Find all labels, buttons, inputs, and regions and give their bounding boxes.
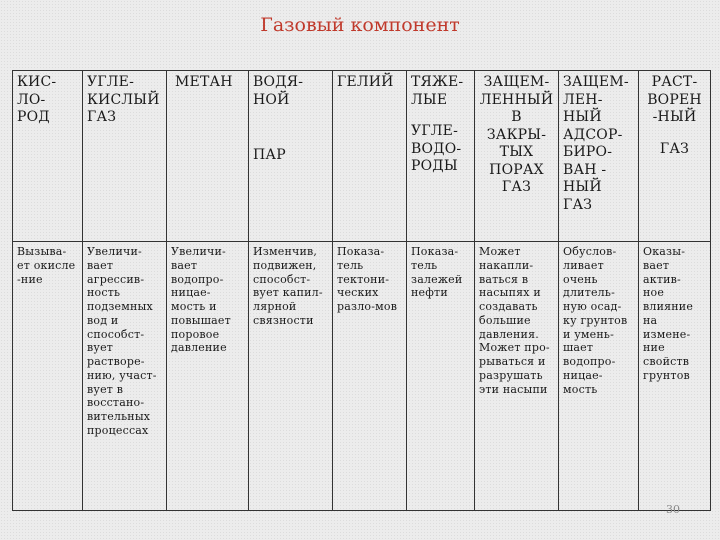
desc-adsorbed-gas: Обуслов- ливает очень длитель- ную осад- ку грунтов и умень- шает водопро- ницае- мость bbox=[559, 242, 639, 511]
header-row bbox=[13, 71, 711, 242]
desc-water-vapor: Изменчив, подвижен, способст- вует капил- лярной связности bbox=[249, 242, 333, 511]
description-row bbox=[13, 242, 711, 511]
desc-helium: Показа- тель тектони- ческих разло-мов bbox=[333, 242, 407, 511]
page-number: 30 bbox=[666, 503, 680, 516]
header-heavy-hydrocarbons: ТЯЖЕ- ЛЫЕ УГЛЕ- ВОДО- РОДЫ bbox=[407, 71, 475, 242]
header-water-vapor: ВОДЯ- НОЙ ПАР bbox=[249, 71, 333, 242]
desc-trapped-gas: Может накапли- ваться в насыпях и создавать большие давления. Может про- рываться и разрушать эти насыпи bbox=[475, 242, 559, 511]
header-carbon-dioxide: УГЛЕ- КИСЛЫЙ ГАЗ bbox=[83, 71, 167, 242]
desc-methane: Увеличи- вает водопро- ницае- мость и повышает поровое давление bbox=[167, 242, 249, 511]
header-trapped-gas: ЗАЩЕМ- ЛЕННЫЙ В ЗАКРЫ- ТЫХ ПОРАХ ГАЗ bbox=[475, 71, 559, 242]
header-adsorbed-gas: ЗАЩЕМ- ЛЕН- НЫЙ АДСОР- БИРО- ВАН - НЫЙ ГАЗ bbox=[559, 71, 639, 242]
desc-dissolved-gas: Оказы- вает актив- ное влияние на измене- ние свойств грунтов bbox=[639, 242, 711, 511]
header-helium: ГЕЛИЙ bbox=[333, 71, 407, 242]
desc-carbon-dioxide: Увеличи- вает агрессив- ность подземных вод и способст- вует растворе- нию, участ- вует в восстано- вительных процессах bbox=[83, 242, 167, 511]
slide-title: Газовый компонент bbox=[260, 14, 460, 36]
header-methane: МЕТАН bbox=[167, 71, 249, 242]
gas-component-table bbox=[12, 70, 711, 511]
desc-oxygen: Вызыва- ет окисле -ние bbox=[13, 242, 83, 511]
header-oxygen: КИС- ЛО- РОД bbox=[13, 71, 83, 242]
desc-heavy-hydrocarbons: Показа- тель залежей нефти bbox=[407, 242, 475, 511]
header-dissolved-gas: РАСТ- ВОРЕН -НЫЙ ГАЗ bbox=[639, 71, 711, 242]
